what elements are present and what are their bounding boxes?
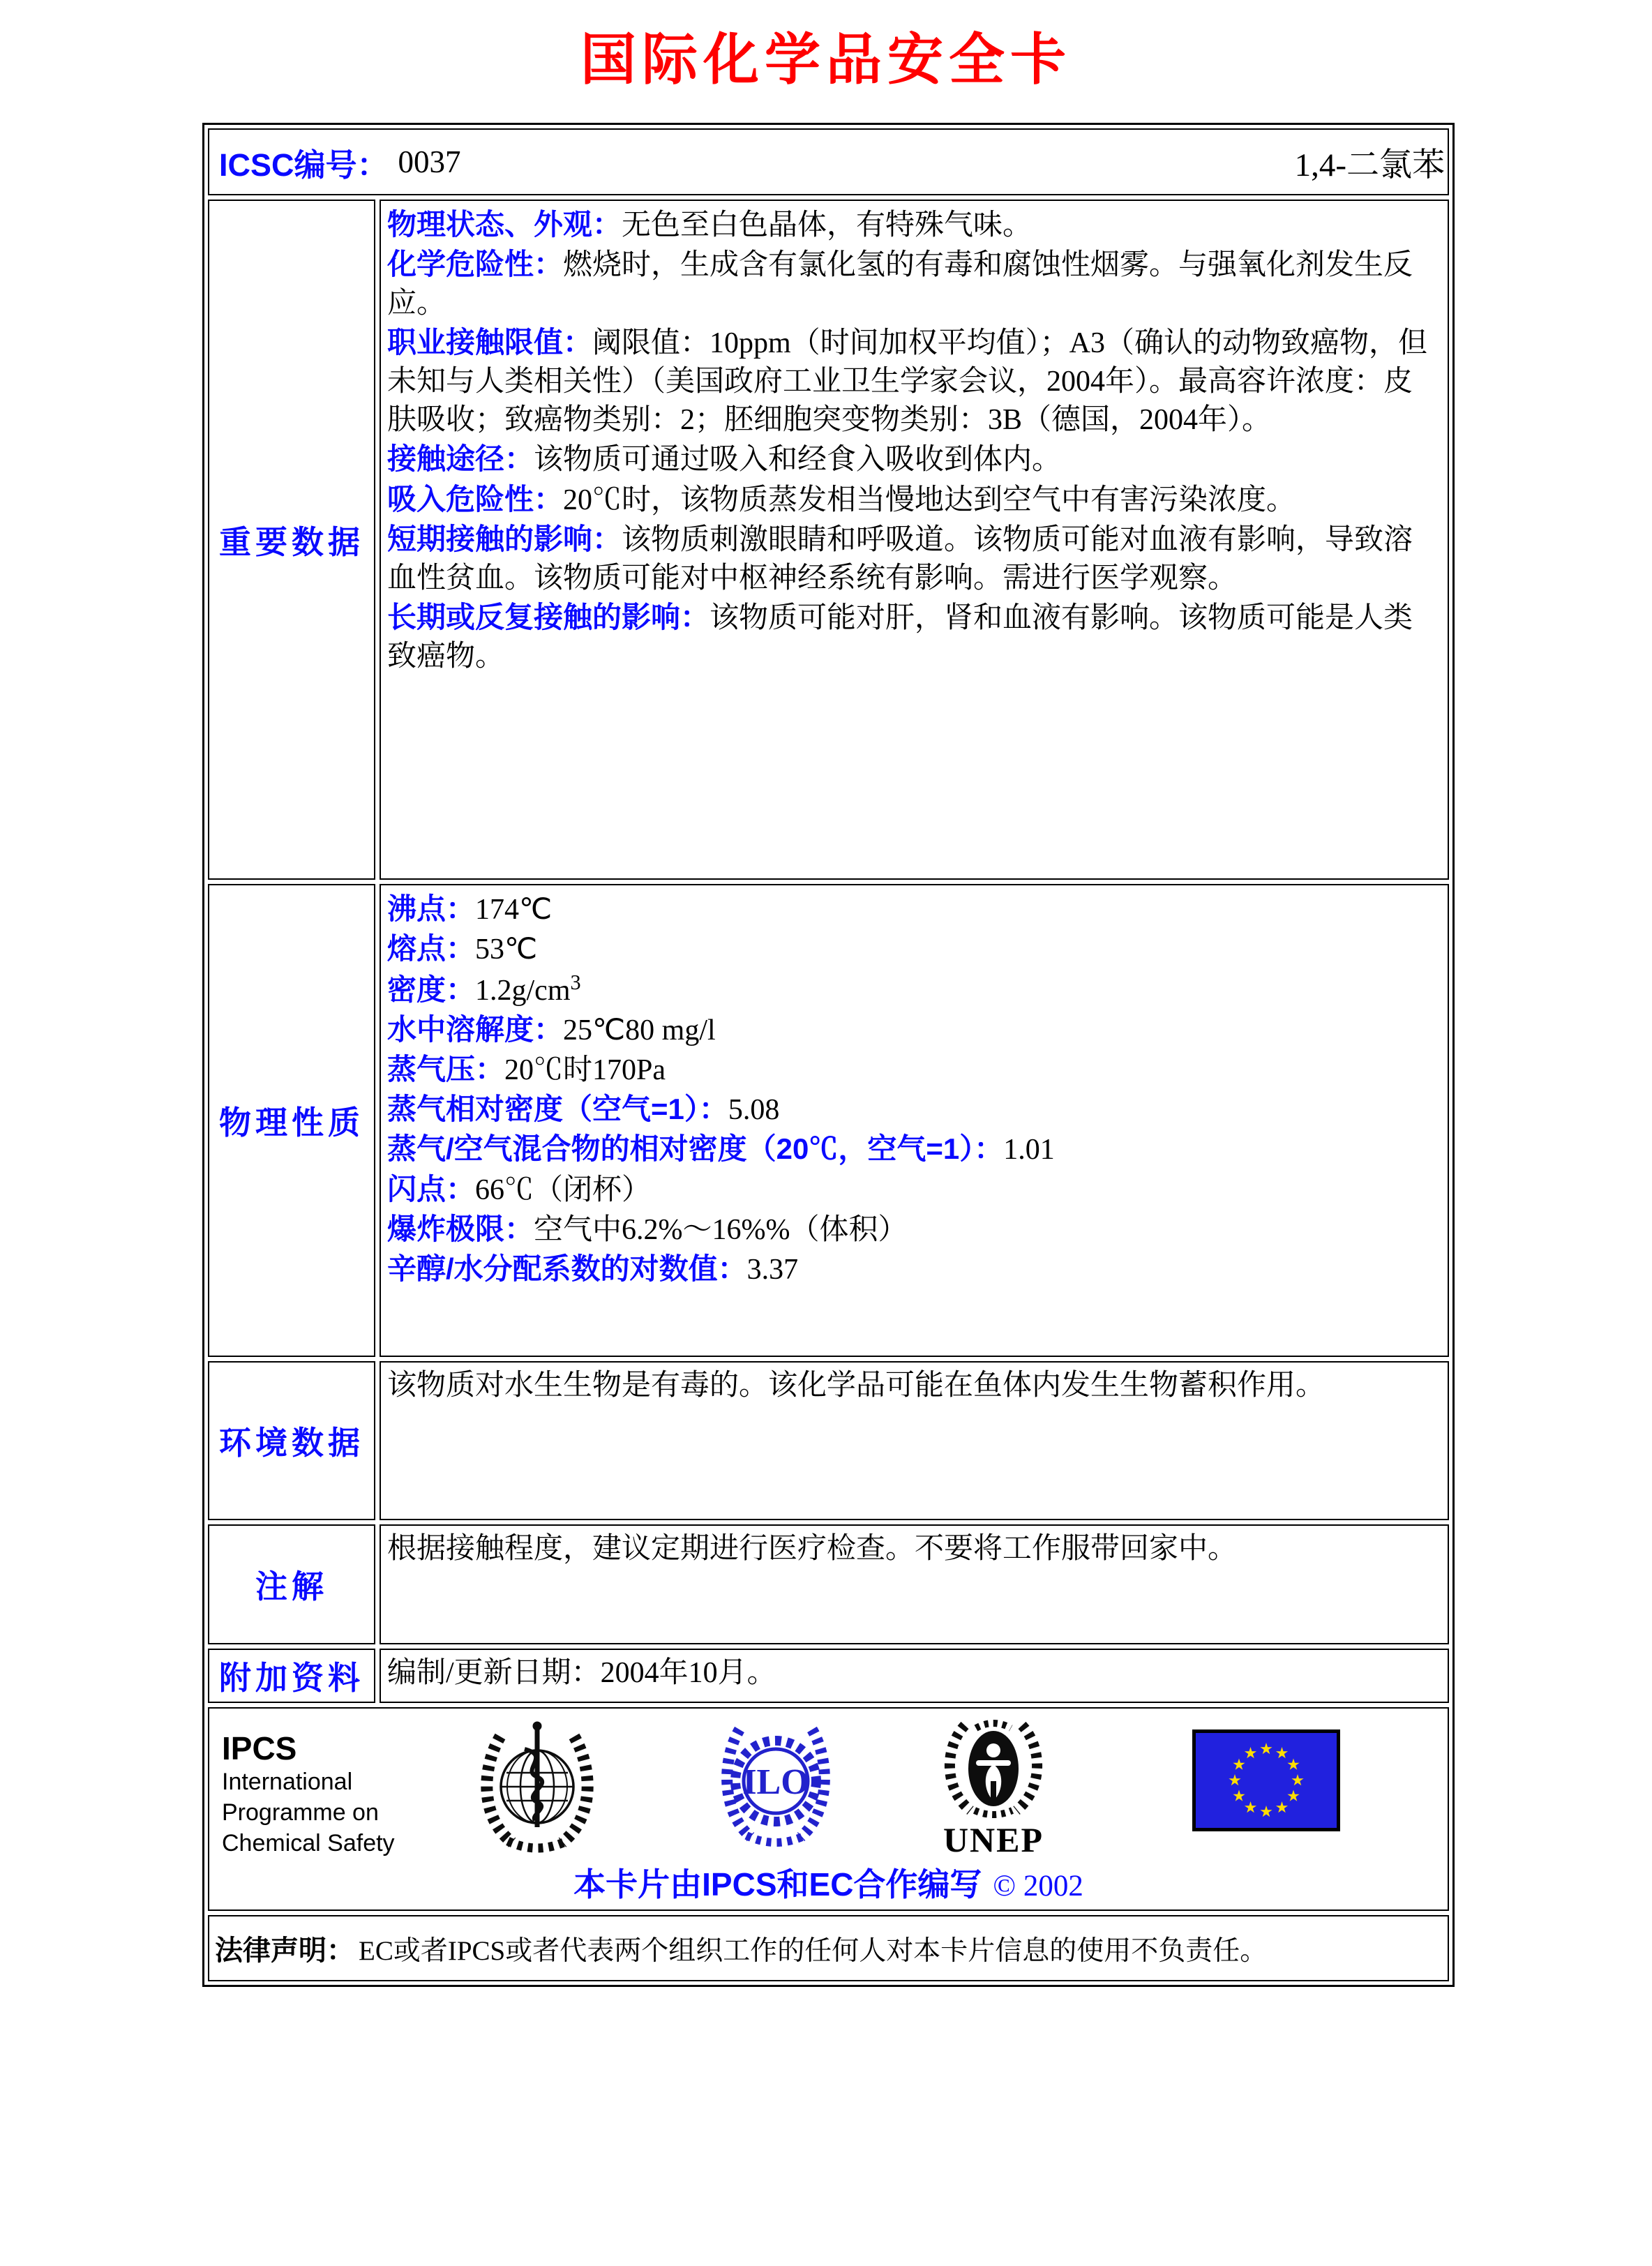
icsc-number-label: ICSC编号： — [219, 147, 389, 183]
data-line — [387, 440, 1441, 479]
property-line — [387, 1210, 1441, 1250]
field-text: 1.2g/cm — [475, 975, 571, 1007]
icsc-number-value: 0037 — [398, 144, 461, 180]
field-text: 燃烧时，生成含有氯化氢的有毒和腐蚀性烟雾。与强氧化剂发生反应。 — [387, 249, 1413, 320]
unep-logo-icon — [934, 1714, 1053, 1820]
svg-text:ILO: ILO — [742, 1762, 809, 1803]
field-label: 短期接触的影响： — [387, 522, 622, 555]
credit-line — [222, 1859, 1435, 1905]
unep-logo-block — [934, 1714, 1053, 1860]
section-content-environmental-data — [380, 1361, 1449, 1520]
field-label: 物理状态、外观： — [387, 208, 622, 241]
unep-label: UNEP — [943, 1820, 1044, 1860]
section-label-environmental-data — [208, 1361, 375, 1520]
field-label: 接触途径： — [387, 442, 534, 476]
section-row-environmental-data — [208, 1361, 1449, 1520]
header-row — [208, 128, 1449, 195]
legal-text: EC或者IPCS或者代表两个组织工作的任何人对本卡片信息的使用不负责任。 — [359, 1935, 1268, 1966]
section-label-text: 附加资料 — [219, 1660, 364, 1697]
field-text: 空气中6.2%～16%%（体积） — [534, 1213, 908, 1246]
property-line — [387, 1050, 1441, 1090]
ipcs-name-line: Chemical Safety — [222, 1830, 395, 1857]
page-title: 国际化学品安全卡 — [580, 30, 1072, 91]
data-line — [387, 245, 1441, 323]
who-logo-icon — [467, 1714, 607, 1858]
section-content-physical-properties — [380, 884, 1449, 1357]
property-line — [387, 1170, 1441, 1210]
property-line — [387, 1130, 1441, 1169]
field-text: 无色至白色晶体，有特殊气味。 — [622, 209, 1032, 242]
data-line — [387, 323, 1441, 440]
section-label-important-data — [208, 200, 375, 880]
field-text: 该物质刺激眼睛和呼吸道。该物质可能对血液有影响，导致溶血性贫血。该物质可能对中枢神经系统有影响。需进行医学观察。 — [387, 523, 1413, 594]
section-row-important-data — [208, 200, 1449, 880]
section-label-notes — [208, 1524, 375, 1644]
field-text: 66℃（闭杯） — [475, 1173, 652, 1206]
section-content-additional-info — [380, 1649, 1449, 1703]
section-label-text: 物理性质 — [219, 1104, 364, 1141]
section-content-important-data — [380, 200, 1449, 880]
field-label: 沸点： — [387, 892, 476, 926]
density-superscript: 3 — [570, 970, 581, 995]
eu-flag-icon — [1192, 1729, 1340, 1831]
field-text: 174℃ — [475, 894, 553, 926]
ipcs-text-block — [222, 1714, 431, 1859]
property-line — [387, 929, 1441, 969]
data-line — [387, 480, 1441, 520]
section-label-physical-properties — [208, 884, 375, 1357]
field-label: 蒸气相对密度（空气=1）： — [387, 1093, 728, 1126]
section-label-text: 重要数据 — [219, 523, 364, 560]
legal-cell — [208, 1915, 1449, 1981]
legal-row — [208, 1915, 1449, 1981]
field-text: 阈限值：10ppm（时间加权平均值）；A3（确认的动物致癌物，但未知与人类相关性）（美国政府工业卫生学家会议，2004年）。最高容许浓度：皮肤吸收；致癌物类别：2；胚细胞突变物类别：3B（德国，2004年）。 — [387, 327, 1428, 437]
field-label: 化学危险性： — [387, 248, 564, 281]
card-table — [202, 123, 1455, 1987]
field-label: 辛醇/水分配系数的对数值： — [387, 1252, 747, 1285]
section-row-physical-properties — [208, 884, 1449, 1357]
field-text: 20℃时170Pa — [504, 1054, 666, 1087]
credit-text: 本卡片由IPCS和EC合作编写 — [573, 1866, 982, 1903]
field-label: 密度： — [387, 973, 476, 1007]
section-label-additional-info — [208, 1649, 375, 1703]
property-line — [387, 969, 1441, 1010]
section-content-notes — [380, 1524, 1449, 1644]
data-line — [387, 598, 1441, 676]
field-text: 1.01 — [1003, 1134, 1055, 1166]
field-text: 该物质可能对肝，肾和血液有影响。该物质可能是人类致癌物。 — [387, 601, 1413, 673]
ipcs-name-line: International — [222, 1768, 353, 1795]
chemical-name: 1,4-二氯苯 — [1294, 147, 1445, 183]
logos-strip — [222, 1714, 1435, 1858]
field-text: 20℃时，该物质蒸发相当慢地达到空气中有害污染浓度。 — [563, 483, 1296, 516]
data-line — [387, 205, 1441, 245]
logos-row — [208, 1707, 1449, 1911]
copyright-text: © 2002 — [993, 1870, 1083, 1903]
icsc-card-page — [0, 28, 1652, 2266]
ilo-logo-icon — [712, 1714, 840, 1858]
ipcs-acronym: IPCS — [222, 1730, 297, 1767]
field-text: 5.08 — [728, 1094, 780, 1127]
logos-cell — [208, 1707, 1449, 1911]
field-label: 熔点： — [387, 932, 476, 966]
field-label: 吸入危险性： — [387, 482, 564, 516]
field-label: 闪点： — [387, 1172, 476, 1206]
section-row-notes — [208, 1524, 1449, 1644]
property-line — [387, 1250, 1441, 1289]
header-cell — [208, 128, 1449, 195]
section-label-text: 环境数据 — [219, 1425, 364, 1462]
field-label: 蒸气/空气混合物的相对密度（20℃，空气=1）： — [387, 1132, 1004, 1166]
data-line — [387, 520, 1441, 598]
property-line — [387, 890, 1441, 929]
data-line: 根据接触程度，建议定期进行医疗检查。不要将工作服带回家中。 — [387, 1533, 1238, 1566]
data-line: 编制/更新日期：2004年10月。 — [387, 1657, 776, 1690]
property-line — [387, 1010, 1441, 1050]
section-label-text: 注解 — [255, 1568, 328, 1605]
field-label: 爆炸极限： — [387, 1212, 534, 1245]
field-text: 25℃80 mg/l — [563, 1014, 716, 1047]
ipcs-name-line: Programme on — [222, 1799, 379, 1826]
field-label: 职业接触限值： — [387, 326, 593, 359]
data-line: 该物质对水生生物是有毒的。该化学品可能在鱼体内发生生物蓄积作用。 — [387, 1370, 1326, 1402]
field-text: 该物质可通过吸入和经食入吸收到体内。 — [534, 444, 1062, 477]
field-text: 3.37 — [746, 1253, 799, 1286]
field-text: 53℃ — [475, 933, 538, 966]
field-label: 水中溶解度： — [387, 1013, 564, 1046]
field-label: 长期或反复接触的影响： — [387, 600, 710, 633]
property-line — [387, 1090, 1441, 1130]
section-row-additional-info — [208, 1649, 1449, 1703]
legal-label: 法律声明： — [215, 1935, 354, 1967]
field-label: 蒸气压： — [387, 1053, 505, 1086]
